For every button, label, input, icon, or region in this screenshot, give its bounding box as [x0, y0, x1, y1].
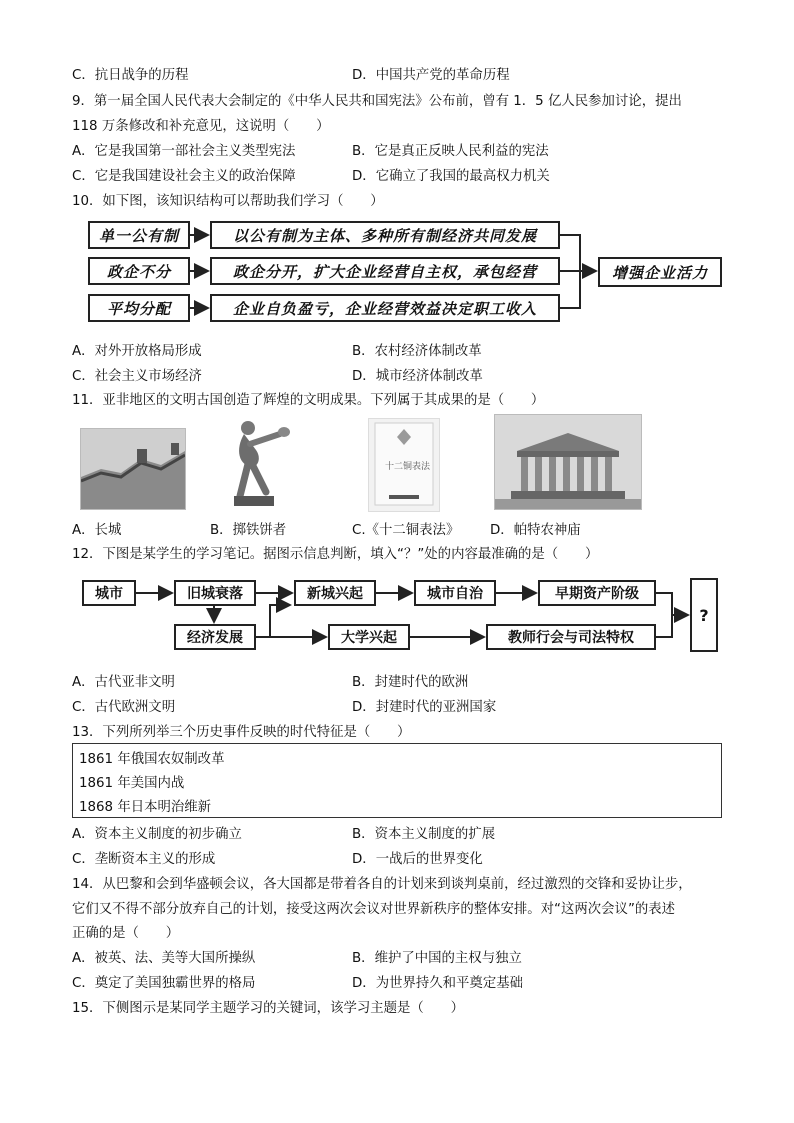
q14-stem-line1: 14．从巴黎和会到华盛顿会议，各大国都是带着各自的计划来到谈判桌前，经过激烈的交锋和妥协让步， — [72, 877, 692, 892]
q11-stem: 11．亚非地区的文明古国创造了辉煌的文明成果。下列属于其成果的是（ ） — [72, 393, 545, 408]
q10-middle-box-3: 企业自负盈亏，企业经营效益决定职工收入 — [210, 294, 560, 322]
q9-option-c: C．它是我国建设社会主义的政治保障 — [72, 169, 296, 184]
q8-option-d: D．中国共产党的革命历程 — [352, 68, 510, 83]
q12-option-a: A．古代亚非文明 — [72, 675, 175, 690]
q9-option-b: B．它是真正反映人民利益的宪法 — [352, 144, 549, 159]
q12-box-unknown: ? — [690, 578, 718, 652]
q10-option-d: D．城市经济体制改革 — [352, 369, 483, 384]
q14-option-a: A．被英、法、美等大国所操纵 — [72, 951, 256, 966]
q13-option-c: C．垄断资本主义的形成 — [72, 852, 216, 867]
q12-option-c: C．古代欧洲文明 — [72, 700, 176, 715]
q13-option-b: B．资本主义制度的扩展 — [352, 827, 496, 842]
q14-stem-line3: 正确的是（ ） — [72, 926, 180, 941]
q10-middle-box-1: 以公有制为主体、多种所有制经济共同发展 — [210, 221, 560, 249]
q14-option-d: D．为世界持久和平奠定基础 — [352, 976, 523, 991]
q13-event-2: 1861 年美国内战 — [79, 776, 185, 791]
q12-stem: 12．下图是某学生的学习笔记。据图示信息判断，填入“？”处的内容最准确的是（ ） — [72, 547, 599, 562]
q13-events-box — [72, 743, 722, 818]
q10-left-box-3: 平均分配 — [88, 294, 190, 322]
q10-option-b: B．农村经济体制改革 — [352, 344, 482, 359]
q11-option-c: C.《十二铜表法》 — [352, 523, 460, 538]
q11-option-b: B．掷铁饼者 — [210, 523, 287, 538]
q11-option-a: A．长城 — [72, 523, 122, 538]
q12-box-autonomy: 城市自治 — [414, 580, 496, 606]
q13-event-3: 1868 年日本明治维新 — [79, 800, 212, 815]
q12-arrow-econ-up — [256, 605, 290, 637]
q10-middle-box-2: 政企分开，扩大企业经营自主权，承包经营 — [210, 257, 560, 285]
q12-box-new-rise: 新城兴起 — [294, 580, 376, 606]
q10-left-box-1: 单一公有制 — [88, 221, 190, 249]
q14-stem-line2: 它们又不得不部分放弃自己的计划，接受这两次会议对世界新秩序的整体安排。对“这两次会议”的表述 — [72, 902, 676, 917]
q12-option-b: B．封建时代的欧洲 — [352, 675, 469, 690]
q12-bracket — [656, 593, 672, 637]
q12-box-old-decline: 旧城衰落 — [174, 580, 256, 606]
q15-stem: 15．下侧图示是某同学主题学习的关键词，该学习主题是（ ） — [72, 1001, 464, 1016]
q13-stem: 13．下列所列举三个历史事件反映的时代特征是（ ） — [72, 725, 411, 740]
q10-stem: 10．如下图，该知识结构可以帮助我们学习（ ） — [72, 194, 384, 209]
q14-option-c: C．奠定了美国独霸世界的格局 — [72, 976, 256, 991]
q13-option-a: A．资本主义制度的初步确立 — [72, 827, 242, 842]
q9-stem-line1: 9．第一届全国人民代表大会制定的《中华人民共和国宪法》公布前，曾有 1．5 亿人民参加讨论，提出 — [72, 94, 682, 109]
q12-box-guild: 教师行会与司法特权 — [486, 624, 656, 650]
q14-option-b: B．维护了中国的主权与独立 — [352, 951, 522, 966]
q10-left-box-2: 政企不分 — [88, 257, 190, 285]
q10-option-c: C．社会主义市场经济 — [72, 369, 202, 384]
q10-option-a: A．对外开放格局形成 — [72, 344, 202, 359]
q9-option-d: D．它确立了我国的最高权力机关 — [352, 169, 550, 184]
q12-box-university: 大学兴起 — [328, 624, 410, 650]
q9-option-a: A．它是我国第一部社会主义类型宪法 — [72, 144, 296, 159]
q11-option-d: D．帕特农神庙 — [490, 523, 581, 538]
q13-option-d: D．一战后的世界变化 — [352, 852, 483, 867]
q8-option-c: C．抗日战争的历程 — [72, 68, 189, 83]
q12-box-economy: 经济发展 — [174, 624, 256, 650]
book-title-text: 十二铜表法 — [385, 462, 431, 472]
q9-stem-line2: 118 万条修改和补充意见，这说明（ ） — [72, 119, 330, 134]
q12-box-city: 城市 — [82, 580, 136, 606]
q12-option-d: D．封建时代的亚洲国家 — [352, 700, 497, 715]
q10-result-box: 增强企业活力 — [598, 257, 722, 287]
q13-event-1: 1861 年俄国农奴制改革 — [79, 752, 225, 767]
q12-box-bourgeoisie: 早期资产阶级 — [538, 580, 656, 606]
